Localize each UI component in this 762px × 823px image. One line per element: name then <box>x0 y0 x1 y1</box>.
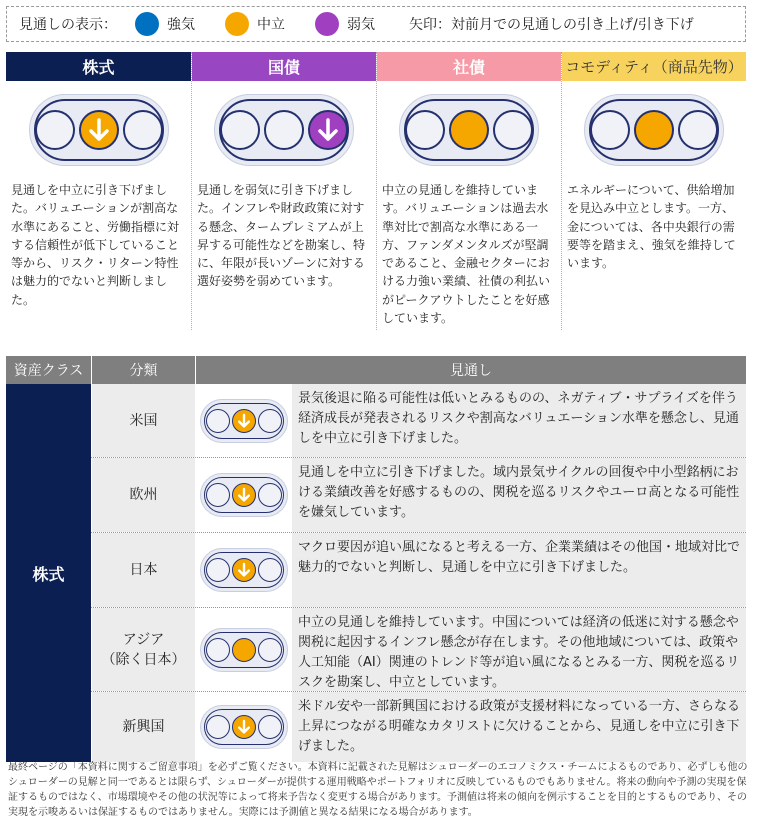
category-cell: アジア （除く日本） <box>91 608 195 691</box>
down-arrow-icon <box>232 715 256 739</box>
legend <box>6 6 746 42</box>
column-header: 株式 <box>6 52 191 81</box>
signal-cell <box>195 608 291 691</box>
column-text: 見通しを中立に引き下げました。バリュエーションが割高な水準にあること、労働指標に対する信頼性が低下していること等から、リスク・リターン特性は魅力的でないと判断しました。 <box>11 183 180 307</box>
disclaimer-footnote: 最終ページの「本資料に関するご留意事項」を必ずご覧ください。本資料に記載された見解はシュローダーのエコノミクス・チームによるものであり、必ずしも他のシュローダーの見解と同一であるとは限らず、シュローダーが提供する運用戦略やポートフォリオに反映しているものでもありません。将来の動向や予測の実現を保証するものではなく、市場環境やその他の状況等によって将来予告なく変更する場合があります。予測値は将来の傾向を例示することを目的とするものであり、その実現を示唆あるいは保証するものではありません。実際には予測値と異なる結果になる場合があります。 <box>8 762 748 818</box>
legend-neutral: 中立 <box>225 12 285 36</box>
header-category: 分類 <box>91 356 195 384</box>
category-cell: 米国 <box>91 384 195 457</box>
table-header <box>6 356 746 384</box>
category-cell: 日本 <box>91 533 195 607</box>
traffic-light-icon <box>200 399 288 443</box>
asset-class-cell: 株式 <box>6 384 91 762</box>
signal-cell <box>195 384 291 457</box>
category-cell: 欧州 <box>91 458 195 532</box>
outlook-text: 米ドル安や一部新興国における政策が支援材料になっている一方、さらなる上昇につながる明確なカタリストに欠けることから、見通しを中立に引き下げました。 <box>291 692 746 762</box>
traffic-light-icon <box>200 548 288 592</box>
legend-strong: 強気 <box>135 12 195 36</box>
column-equity <box>6 52 191 330</box>
table-row <box>91 384 746 458</box>
neutral-lamp-icon <box>634 110 674 150</box>
signal-area <box>6 81 191 179</box>
traffic-light-icon <box>214 94 354 166</box>
traffic-light-icon <box>200 628 288 672</box>
traffic-light-icon <box>200 473 288 517</box>
signal-area <box>192 81 376 179</box>
column-header: 国債 <box>192 52 376 81</box>
table-row <box>91 608 746 692</box>
outlook-text: マクロ要因が追い風になると考える一方、企業業績はその他国・地域対比で魅力的でないと判断し、見通しを中立に引き下げました。 <box>291 533 746 607</box>
column-text: 見通しを弱気に引き下げました。インフレや財政政策に対する懸念、タームプレミアムが上昇する可能性などを勘案し、特に、年限が長いゾーンに対する選好姿勢を弱めています。 <box>197 183 366 289</box>
legend-title: 見通しの表示： <box>19 17 117 33</box>
table-row <box>91 458 746 533</box>
signal-area <box>562 81 746 179</box>
orange-circle-icon <box>225 12 249 36</box>
down-arrow-icon <box>232 483 256 507</box>
legend-arrow-note: 矢印：対前月での見通しの引き上げ/引き下げ <box>409 17 694 33</box>
column-commodity <box>561 52 746 330</box>
purple-circle-icon <box>315 12 339 36</box>
equity-outlook-table <box>6 356 746 762</box>
signal-cell <box>195 533 291 607</box>
blue-circle-icon <box>135 12 159 36</box>
down-arrow-icon <box>232 558 256 582</box>
traffic-light-icon <box>29 94 169 166</box>
neutral-lamp-icon <box>232 638 256 662</box>
down-arrow-icon <box>79 110 119 150</box>
signal-cell <box>195 458 291 532</box>
table-rows <box>91 384 746 762</box>
column-corp-bond <box>376 52 561 330</box>
down-arrow-icon <box>308 110 348 150</box>
asset-overview <box>6 52 746 330</box>
header-asset-class: 資産クラス <box>13 363 84 379</box>
table-row <box>91 533 746 608</box>
column-text: 中立の見通しを維持しています。バリュエーションは過去水準対比で割高な水準にある一方、ファンダメンタルズが堅調であること、金融セクターにおける力強い業績、社債の利払いがピークアウトしたことを好感しています。 <box>382 183 551 326</box>
traffic-light-icon <box>399 94 539 166</box>
traffic-light-icon <box>200 705 288 749</box>
signal-cell <box>195 692 291 762</box>
traffic-light-icon <box>584 94 724 166</box>
signal-area <box>377 81 561 179</box>
table-body <box>6 384 746 762</box>
column-text: エネルギーについて、供給増加を見込み中立とします。一方、金については、各中央銀行の需要等を踏まえ、強気を維持しています。 <box>567 183 736 271</box>
neutral-lamp-icon <box>449 110 489 150</box>
table-row <box>91 692 746 762</box>
category-cell: 新興国 <box>91 692 195 762</box>
outlook-text: 景気後退に陥る可能性は低いとみるものの、ネガティブ・サプライズを伴う経済成長が発表されるリスクや割高なバリュエーション水準を懸念し、見通しを中立に引き下げました。 <box>291 384 746 457</box>
column-govt-bond <box>191 52 376 330</box>
outlook-text: 中立の見通しを維持しています。中国については経済の低迷に対する懸念や関税に起因するインフレ懸念が存在します。その他地域については、政策や人工知能（AI）関連のトレンド等が追い風になるとみる一方、関税を巡るリスクを勘案し、中立としています。 <box>291 608 746 691</box>
down-arrow-icon <box>232 409 256 433</box>
column-header: 社債 <box>377 52 561 81</box>
column-header: コモディティ（商品先物） <box>562 52 746 81</box>
outlook-text: 見通しを中立に引き下げました。域内景気サイクルの回復や中小型銘柄における業績改善を好感するものの、関税を巡るリスクやユーロ高となる可能性を嫌気しています。 <box>291 458 746 532</box>
legend-weak: 弱気 <box>315 12 375 36</box>
header-outlook: 見通し <box>195 356 746 384</box>
